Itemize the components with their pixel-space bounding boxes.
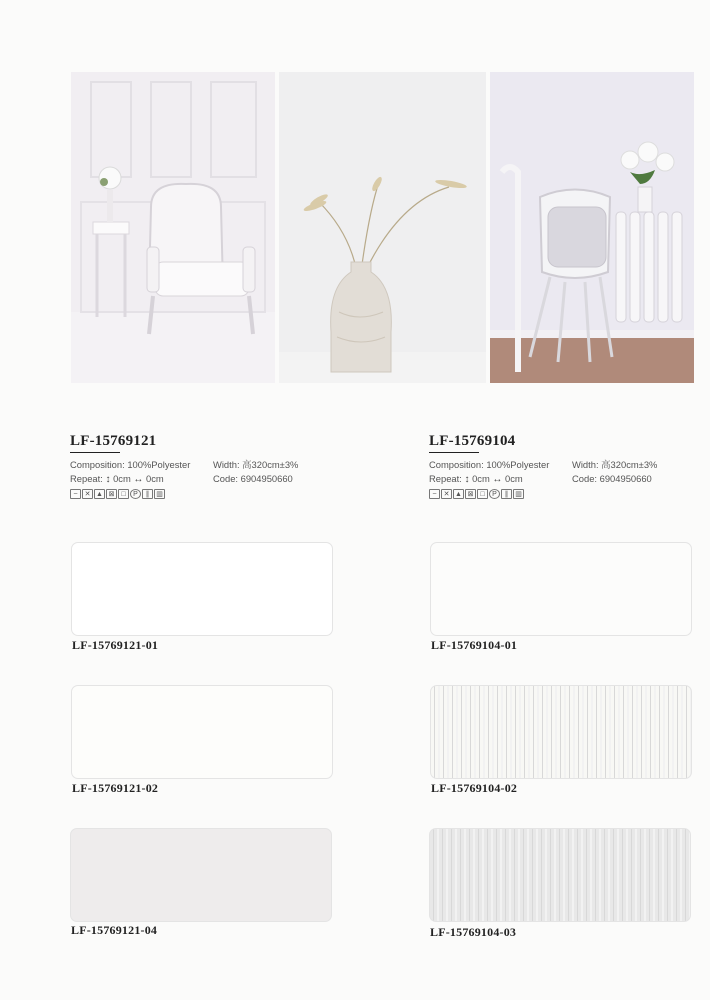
spec-row-composition (70, 458, 360, 472)
code-text: Code: 6904950660 (572, 473, 652, 484)
fabric-swatch (430, 685, 692, 779)
care-symbols (429, 489, 710, 501)
iron-icon: ▲ (453, 489, 464, 499)
swatch-label: LF-15769104-02 (431, 781, 518, 795)
shade-dry-icon: ▥ (154, 489, 165, 499)
title-underline (70, 452, 120, 453)
spec-row-composition (429, 458, 710, 472)
no-tumble-dry-icon: ⊠ (465, 489, 476, 499)
hang-dry-icon: ∥ (501, 489, 512, 499)
swatch-label: LF-15769121-01 (72, 638, 159, 652)
vertical-arrow-icon: ↕ (464, 474, 470, 485)
no-bleach-icon: ✕ (441, 489, 452, 499)
composition-text: Composition: 100%Polyester (429, 459, 550, 470)
spec-row-repeat (70, 472, 360, 486)
title-underline (429, 452, 479, 453)
repeat-horizontal-value: 0cm (505, 473, 523, 484)
photo-vase-with-wheat (279, 72, 486, 383)
repeat-vertical-value: 0cm (472, 473, 490, 484)
iron-icon: ▲ (94, 489, 105, 499)
swatch-label: LF-15769121-02 (72, 781, 159, 795)
product-code-title: LF-15769104 (429, 433, 516, 449)
horizontal-arrow-icon: ↔ (492, 474, 503, 485)
repeat-label: Repeat: (429, 473, 462, 484)
vertical-arrow-icon: ↕ (105, 474, 111, 485)
dry-icon: □ (477, 489, 488, 499)
spec-row-repeat (429, 472, 710, 486)
photo-chair-by-radiator (490, 72, 694, 383)
product-code-title: LF-15769121 (70, 433, 157, 449)
horizontal-arrow-icon: ↔ (133, 474, 144, 485)
width-text: Width: 高320cm±3% (572, 459, 658, 470)
repeat-vertical-value: 0cm (113, 473, 131, 484)
swatch-label: LF-15769104-03 (430, 925, 517, 939)
dry-clean-p-icon: P (489, 489, 500, 499)
product-info-1 (70, 432, 360, 501)
composition-text: Composition: 100%Polyester (70, 459, 191, 470)
fabric-swatch (71, 685, 333, 779)
no-tumble-dry-icon: ⊠ (106, 489, 117, 499)
dry-icon: □ (118, 489, 129, 499)
hang-dry-icon: ∥ (142, 489, 153, 499)
swatch-label: LF-15769121-04 (71, 923, 158, 937)
repeat-label: Repeat: (70, 473, 103, 484)
no-bleach-icon: ✕ (82, 489, 93, 499)
product-info-2 (429, 432, 710, 501)
repeat-horizontal-value: 0cm (146, 473, 164, 484)
width-text: Width: 高320cm±3% (213, 459, 299, 470)
dry-clean-p-icon: P (130, 489, 141, 499)
wash-icon: ~ (429, 489, 440, 499)
fabric-swatch (70, 828, 332, 922)
photo-armchair-room (71, 72, 275, 383)
fabric-swatch (430, 542, 692, 636)
fabric-swatch (429, 828, 691, 922)
fabric-swatch (71, 542, 333, 636)
shade-dry-icon: ▥ (513, 489, 524, 499)
code-text: Code: 6904950660 (213, 473, 293, 484)
wash-icon: ~ (70, 489, 81, 499)
care-symbols (70, 489, 360, 501)
swatch-label: LF-15769104-01 (431, 638, 518, 652)
